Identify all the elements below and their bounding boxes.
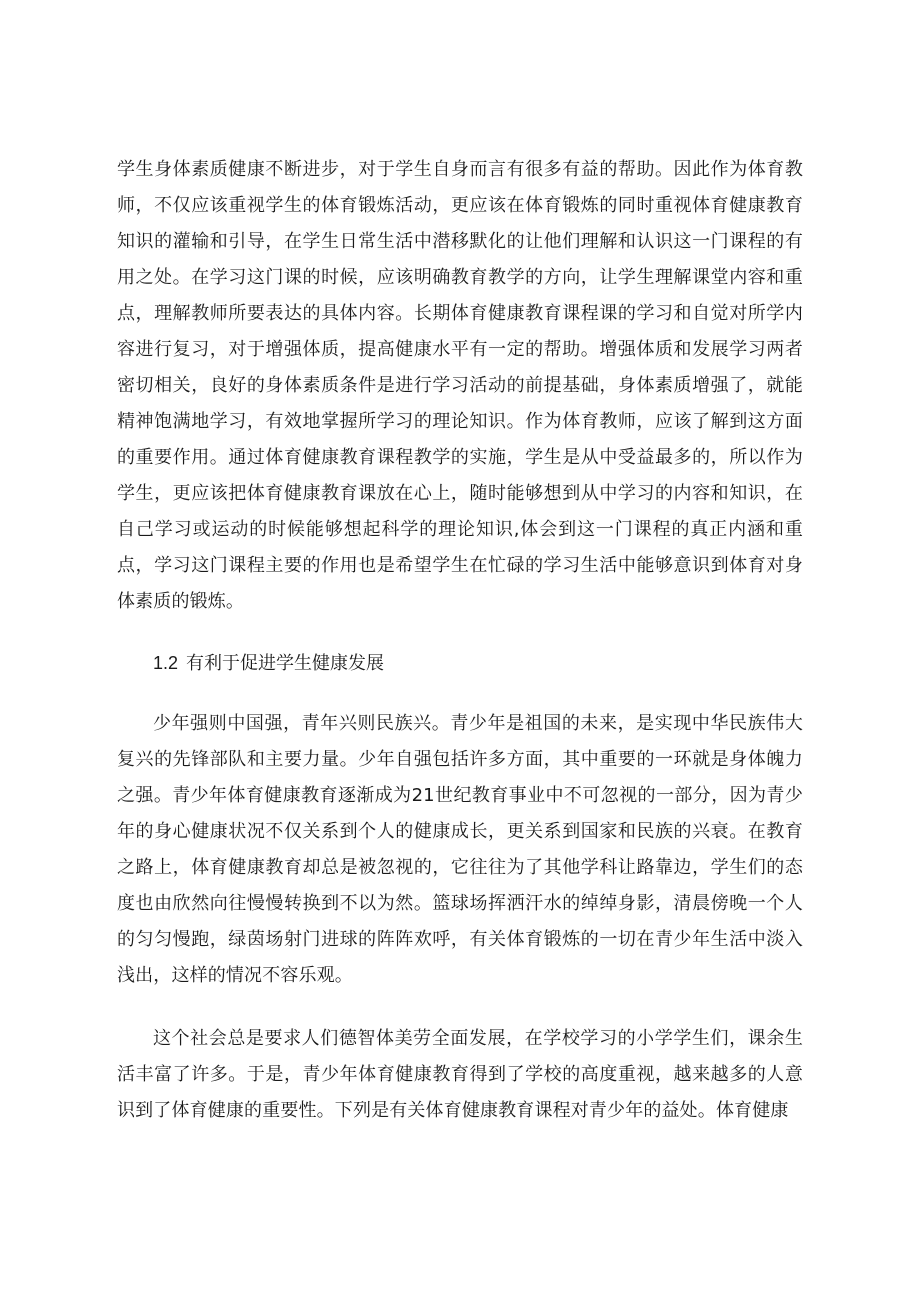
paragraph-spacer [117, 620, 803, 645]
paragraph-spacer [117, 682, 803, 706]
document-body [117, 152, 803, 1129]
body-paragraph: 这个社会总是要求人们德智体美劳全面发展，在学校学习的小学学生们，课余生活丰富了许多。于是，青少年体育健康教育得到了学校的高度重视，越来越多的人意识到了体育健康的重要性。下列是有关体育健康教育课程对青少年的益处。体育健康 [117, 1028, 803, 1121]
body-paragraph: 学生身体素质健康不断进步，对于学生自身而言有很多有益的帮助。因此作为体育教师，不仅应该重视学生的体育锻炼活动，更应该在体育锻炼的同时重视体育健康教育知识的灌输和引导，在学生日常生活中潜移默化的让他们理解和认识这一门课程的有用之处。在学习这门课的时候，应该明确教育教学的方向，让学生理解课堂内容和重点，理解教师所要表达的具体内容。长期体育健康教育课程课的学习和自觉对所学内容进行复习，对于增强体质，提高健康水平有一定的帮助。增强体质和发展学习两者密切相关，良好的身体素质条件是进行学习活动的前提基础，身体素质增强了，就能精神饱满地学习，有效地掌握所学习的理论知识。作为体育教师，应该了解到这方面的重要作用。通过体育健康教育课程教学的实施，学生是从中受益最多的，所以作为学生，更应该把体育健康教育课放在心上，随时能够想到从中学习的内容和知识，在自己学习或运动的时候能够想起科学的理论知识,体会到这一门课程的真正内涵和重点，学习这门课程主要的作用也是希望学生在忙碌的学习生活中能够意识到体育对身体素质的锻炼。 [117, 159, 803, 612]
paragraph-spacer [117, 994, 803, 1021]
section-number: 1.2 [153, 653, 179, 673]
section-title: 有利于促进学生健康发展 [186, 653, 385, 674]
body-paragraph: 少年强则中国强，青年兴则民族兴。青少年是祖国的未来，是实现中华民族伟大复兴的先锋部队和主要力量。少年自强包括许多方面，其中重要的一环就是身体魄力之强。青少年体育健康教育逐渐成为21世纪教育事业中不可忽视的一部分，因为青少年的身心健康状况不仅关系到个人的健康成长，更关系到国家和民族的兴衰。在教育之路上，体育健康教育却总是被忽视的，它往往为了其他学科让路靠边，学生们的态度也由欣然向往慢慢转换到不以为然。篮球场挥洒汗水的绰绰身影，清晨傍晚一个人的匀匀慢跑，绿茵场射门进球的阵阵欢呼，有关体育锻炼的一切在青少年生活中淡入浅出，这样的情况不容乐观。 [117, 713, 803, 986]
section-heading [117, 645, 803, 682]
